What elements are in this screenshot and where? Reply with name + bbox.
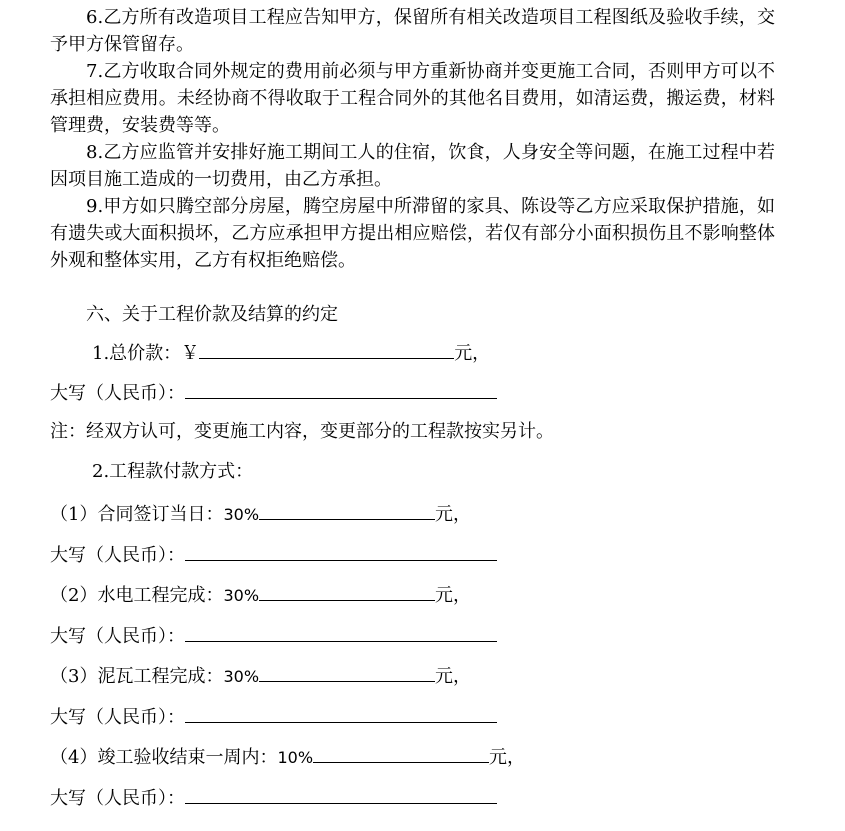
- capital-label: 大写（人民币）：: [50, 788, 185, 809]
- payment-unit: 元，: [435, 585, 472, 606]
- total-price-unit: 元，: [454, 343, 491, 364]
- payment-row: [50, 742, 525, 768]
- payment-row: [50, 580, 471, 606]
- payment-unit: 元，: [435, 504, 472, 525]
- clause-9: 9.甲方如只腾空部分房屋，腾空房屋中所滞留的家具、陈设等乙方应采取保护措施，如有遗失或大面积损坏，乙方应承担甲方提出相应赔偿，若仅有部分小面积损伤且不影响整体外观和整体实用，乙方有权拒绝赔偿。: [50, 196, 775, 271]
- note: 注：经双方认可，变更施工内容，变更部分的工程款按实另计。: [50, 421, 554, 442]
- payment-label: （1）合同签订当日：: [50, 504, 224, 525]
- payment-unit: 元，: [435, 666, 472, 687]
- capital-row: [50, 702, 497, 728]
- capital-label: 大写（人民币）：: [50, 545, 185, 566]
- payment-label: （3）泥瓦工程完成：: [50, 666, 224, 687]
- capital-blank[interactable]: [185, 783, 497, 804]
- section-title: 六、关于工程价款及结算的约定: [86, 304, 338, 325]
- capital-blank[interactable]: [185, 540, 497, 561]
- capital-row: [50, 378, 497, 404]
- payment-blank[interactable]: [259, 661, 435, 682]
- capital-label: 大写（人民币）：: [50, 383, 185, 404]
- payment-percent: 30%: [223, 667, 260, 686]
- capital-row: [50, 621, 497, 647]
- payment-percent: 30%: [223, 586, 260, 605]
- clause-6: 6.乙方所有改造项目工程应告知甲方，保留所有相关改造项目工程图纸及验收手续，交予甲方保管留存。: [50, 7, 775, 55]
- capital-label: 大写（人民币）：: [50, 626, 185, 647]
- total-price-row: [92, 338, 490, 364]
- capital-blank[interactable]: [185, 621, 497, 642]
- payment-row: [50, 499, 471, 525]
- payment-label: （4）竣工验收结束一周内：: [50, 747, 278, 768]
- capital-row: [50, 783, 497, 809]
- payment-label: （2）水电工程完成：: [50, 585, 224, 606]
- payment-percent: 10%: [277, 748, 314, 767]
- capital-blank[interactable]: [185, 378, 497, 399]
- payment-blank[interactable]: [313, 742, 489, 763]
- capital-row: [50, 540, 497, 566]
- total-price-label: 1.总价款：￥: [92, 343, 200, 364]
- payment-blank[interactable]: [259, 580, 435, 601]
- clause-8: 8.乙方应监管并安排好施工期间工人的住宿，饮食，人身安全等问题，在施工过程中若因项目施工造成的一切费用，由乙方承担。: [50, 142, 775, 190]
- total-price-blank[interactable]: [199, 338, 454, 359]
- payment-blank[interactable]: [259, 499, 435, 520]
- capital-label: 大写（人民币）：: [50, 707, 185, 728]
- capital-blank[interactable]: [185, 702, 497, 723]
- payment-unit: 元，: [489, 747, 526, 768]
- clause-7: 7.乙方收取合同外规定的费用前必须与甲方重新协商并变更施工合同，否则甲方可以不承担相应费用。未经协商不得收取于工程合同外的其他名目费用，如清运费，搬运费，材料管理费，安装费等等。: [50, 61, 775, 136]
- payment-row: [50, 661, 471, 687]
- payment-title: 2.工程款付款方式：: [92, 461, 254, 482]
- payment-percent: 30%: [223, 505, 260, 524]
